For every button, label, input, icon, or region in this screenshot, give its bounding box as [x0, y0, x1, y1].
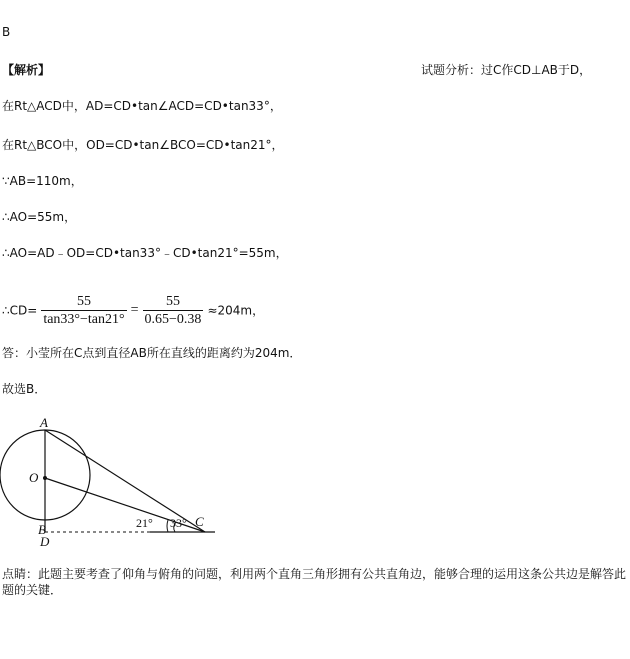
geometry-figure	[0, 410, 230, 550]
solution-line-4: ∴AO=55m，	[2, 210, 77, 224]
fraction-2-denominator: 0.65−0.38	[144, 312, 202, 327]
center-point	[43, 476, 47, 480]
solution-line-3: ∵AB=110m，	[2, 174, 83, 188]
solution-line-1: 在Rt△ACD中，AD=CD•tan∠ACD=CD•tan33°，	[2, 99, 282, 113]
formula-prefix: ∴CD=	[2, 303, 38, 318]
comment-note: 点睛：此题主要考查了仰角与俯角的问题，利用两个直角三角形拥有公共直角边，能够合理的运用这条公共边是解答此题的关键．	[2, 567, 627, 597]
fraction-1-denominator: tan33°−tan21°	[43, 312, 125, 327]
label-d: D	[40, 534, 50, 549]
choose-line: 故选B．	[2, 382, 47, 396]
solution-line-5: ∴AO=AD﹣OD=CD•tan33°﹣CD•tan21°=55m，	[2, 246, 288, 260]
angle-arc-21	[167, 520, 168, 532]
label-c: C	[195, 514, 204, 529]
formula-line	[2, 293, 264, 328]
label-o: O	[29, 470, 39, 485]
angle-label-33: 33°	[170, 516, 187, 530]
analysis-intro: 试题分析：过C作CD⊥AB于D，	[421, 63, 592, 77]
fraction-1	[41, 293, 126, 328]
label-b: B	[38, 522, 46, 537]
answer-sentence: 答：小莹所在C点到直径AB所在直线的距离约为204m．	[2, 346, 302, 360]
formula-equals: =	[130, 302, 139, 318]
solution-line-2: 在Rt△BCO中，OD=CD•tan∠BCO=CD•tan21°，	[2, 138, 284, 152]
fraction-1-numerator: 55	[76, 294, 91, 309]
angle-label-21: 21°	[136, 516, 153, 530]
fraction-2-numerator: 55	[165, 294, 180, 309]
fraction-2	[143, 293, 204, 328]
formula-suffix: ≈204m，	[207, 303, 265, 318]
answer-letter: B	[2, 25, 11, 39]
section-title: 【解析】	[2, 63, 51, 77]
label-a: A	[40, 415, 48, 430]
